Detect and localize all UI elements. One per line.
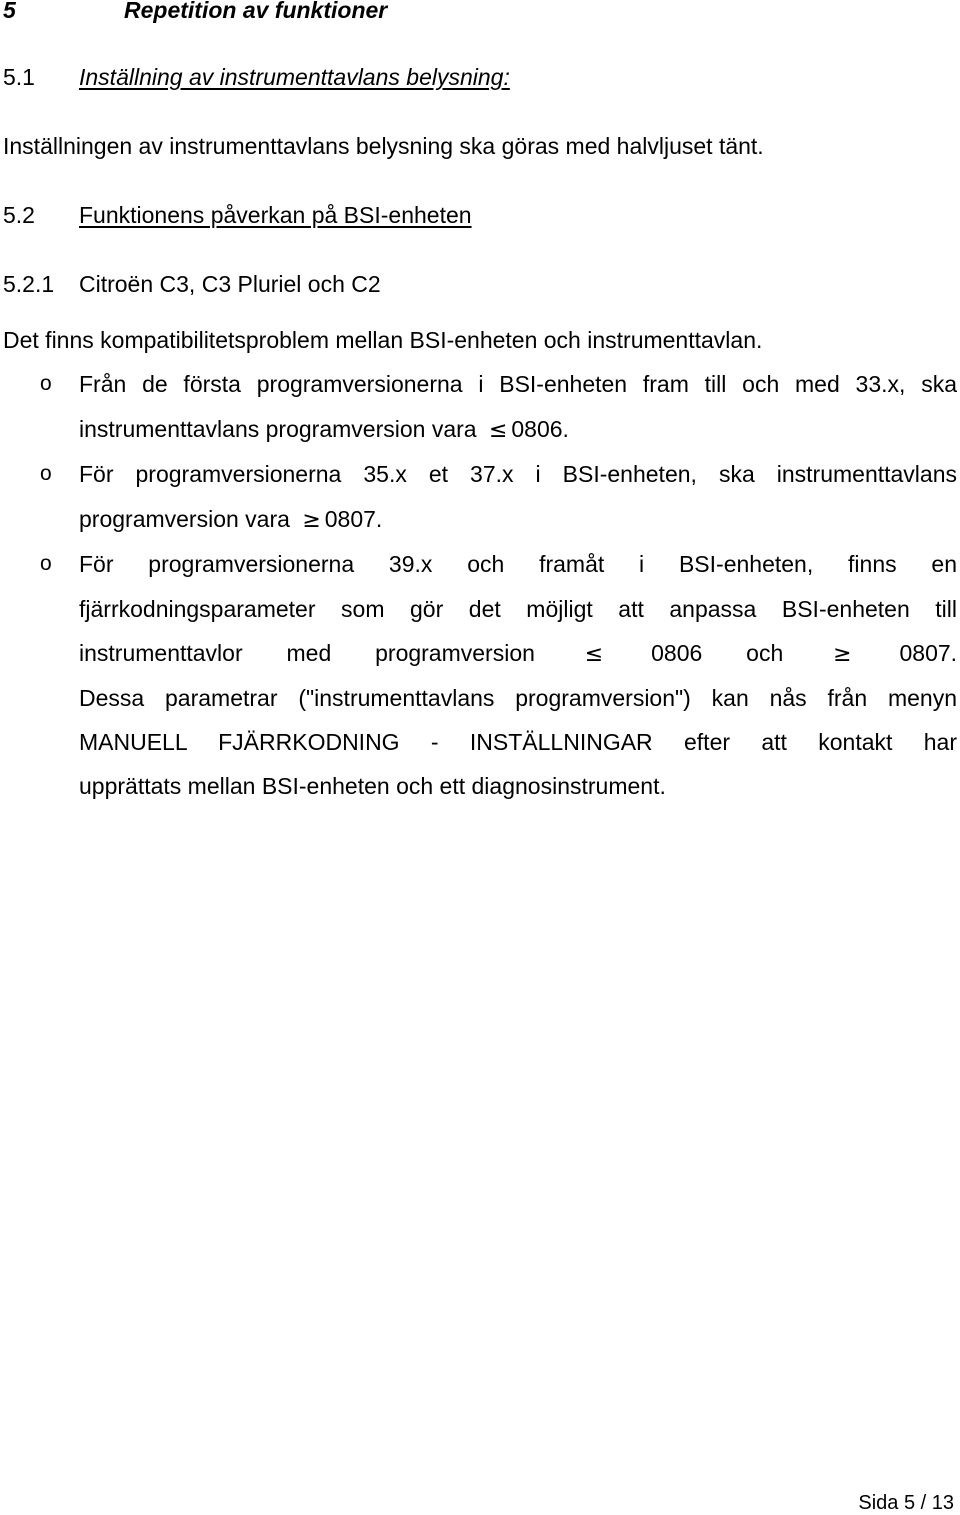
- list-item-line: fjärrkodningsparameter som gör det möjligt att anpassa BSI-enheten till: [79, 596, 957, 622]
- subsection-title: Citroën C3, C3 Pluriel och C2: [79, 271, 381, 297]
- list-item-line: [79, 415, 957, 445]
- list-item-text: 0806 och: [651, 640, 784, 666]
- list-item-line: För programversionerna 35.x et 37.x i BSI-enheten, ska instrumenttavlans: [79, 461, 957, 487]
- list-item-line: [79, 505, 957, 535]
- list-item-text: instrumenttavlor med programversion: [79, 640, 535, 666]
- paragraph-compatibility: Det finns kompatibilitetsproblem mellan BSI-enheten och instrumenttavlan.: [3, 327, 763, 353]
- subsection-title: Inställning av instrumenttavlans belysning:: [79, 64, 510, 90]
- list-item-line: Från de första programversionerna i BSI-enheten fram till och med 33.x, ska: [79, 371, 957, 397]
- subsection-number: 5.2: [3, 202, 35, 228]
- greater-equal-symbol: ≥: [302, 508, 321, 533]
- subsection-number: 5.2.1: [3, 271, 55, 297]
- list-item-text: 0807.: [324, 506, 383, 532]
- greater-equal-symbol: ≥: [833, 642, 852, 667]
- page-number: Sida 5 / 13: [858, 1492, 954, 1514]
- section-title: Repetition av funktioner: [124, 0, 388, 23]
- bullet-marker: o: [40, 552, 52, 575]
- subsection-number: 5.1: [3, 64, 35, 90]
- less-equal-symbol: ≤: [488, 418, 508, 443]
- list-item-line: För programversionerna 39.x och framåt i BSI-enheten, finns en: [79, 551, 957, 577]
- section-number: 5: [3, 0, 16, 23]
- paragraph-lighting: Inställningen av instrumenttavlans belysning ska göras med halvljuset tänt.: [3, 133, 764, 159]
- list-item-line: Dessa parametrar ("instrumenttavlans programversion") kan nås från menyn: [79, 685, 957, 711]
- list-item-text: instrumenttavlans programversion vara: [79, 416, 477, 442]
- list-item-text: programversion vara: [79, 506, 290, 532]
- list-item-line: MANUELL FJÄRRKODNING - INSTÄLLNINGAR efter att kontakt har: [79, 729, 957, 755]
- list-item-line: [79, 639, 957, 669]
- list-item-text: 0806.: [511, 416, 569, 442]
- subsection-title: Funktionens påverkan på BSI-enheten: [79, 202, 472, 228]
- bullet-marker: o: [40, 462, 52, 485]
- less-equal-symbol: ≤: [584, 642, 604, 667]
- bullet-marker: o: [40, 372, 52, 395]
- list-item-text: 0807.: [899, 640, 958, 666]
- list-item-line: upprättats mellan BSI-enheten och ett diagnosinstrument.: [79, 773, 666, 799]
